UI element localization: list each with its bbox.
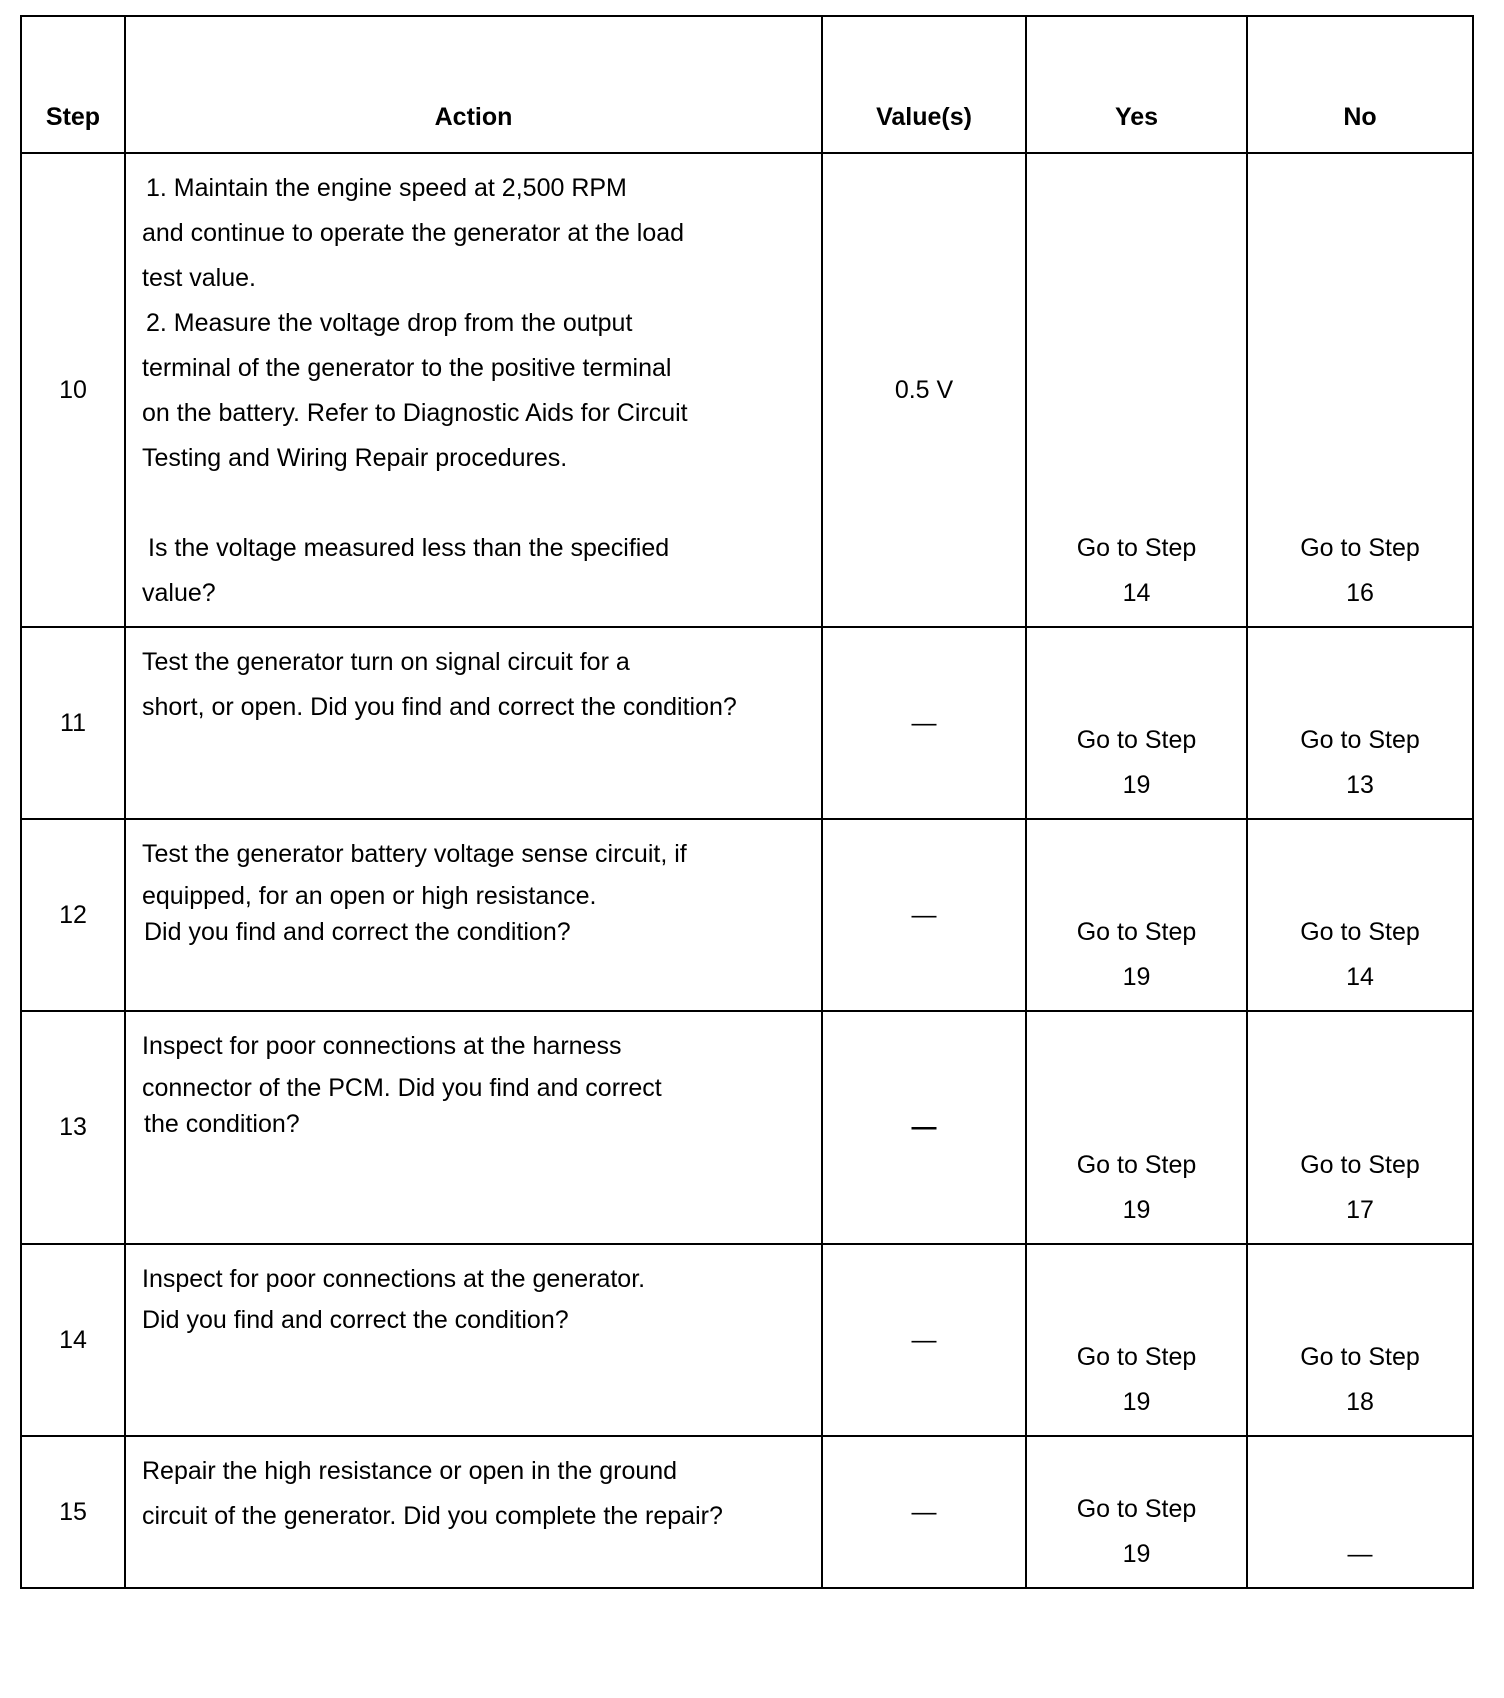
no-cell (1247, 627, 1473, 819)
action-cell (125, 627, 822, 819)
goto-label: Go to Step (1300, 1151, 1420, 1179)
action-line: short, or open. Did you find and correct the condition? (142, 693, 737, 721)
table-row (21, 1244, 1473, 1436)
table-row (21, 1436, 1473, 1588)
goto-step: 19 (1122, 963, 1151, 991)
step-number: 11 (21, 627, 125, 819)
header-no: No (1247, 16, 1473, 153)
action-line: Testing and Wiring Repair procedures. (142, 444, 568, 472)
action-line: 1. Maintain the engine speed at 2,500 RPM (146, 174, 627, 202)
goto-label: Go to Step (1300, 534, 1420, 562)
action-line: Test the generator battery voltage sense circuit, if (142, 840, 687, 868)
goto-label: Go to Step (1076, 534, 1197, 562)
action-line: terminal of the generator to the positive terminal (142, 354, 672, 382)
goto-step: 19 (1122, 1388, 1151, 1416)
goto-step: 16 (1346, 579, 1374, 607)
action-line: Repair the high resistance or open in the ground (142, 1457, 678, 1485)
value-cell (822, 1436, 1026, 1588)
goto-step: 18 (1346, 1388, 1374, 1416)
yes-cell (1026, 153, 1247, 627)
no-cell (1247, 1011, 1473, 1244)
header-step: Step (21, 16, 125, 153)
action-line: Inspect for poor connections at the harness (142, 1032, 622, 1060)
goto-label: Go to Step (1076, 1343, 1197, 1371)
action-line: on the battery. Refer to Diagnostic Aids for Circuit (142, 399, 688, 427)
value-cell (822, 627, 1026, 819)
action-line: and continue to operate the generator at the load (142, 219, 685, 247)
dash: — (911, 1325, 937, 1354)
table-row (21, 153, 1473, 627)
diagnostic-table (20, 15, 1474, 1589)
goto-label: Go to Step (1076, 1151, 1197, 1179)
yes-cell (1026, 1436, 1247, 1588)
yes-cell (1026, 627, 1247, 819)
dash: — (911, 1497, 937, 1526)
action-cell (125, 153, 822, 627)
header-values: Value(s) (822, 16, 1026, 153)
no-cell (1247, 1244, 1473, 1436)
table-row (21, 819, 1473, 1011)
action-line: Test the generator turn on signal circuit for a (142, 648, 630, 676)
dash: — (911, 708, 937, 737)
action-line: test value. (142, 264, 256, 292)
goto-label: Go to Step (1300, 726, 1420, 754)
no-cell (1247, 1436, 1473, 1588)
action-question: value? (142, 579, 216, 607)
action-cell (125, 1011, 822, 1244)
action-line: connector of the PCM. Did you find and correct (142, 1074, 662, 1102)
goto-dash: — (1347, 1540, 1373, 1568)
goto-step: 14 (1346, 963, 1374, 991)
value-cell (822, 819, 1026, 1011)
action-line: the condition? (144, 1110, 300, 1138)
action-cell (125, 819, 822, 1011)
action-line: circuit of the generator. Did you complete the repair? (142, 1502, 723, 1530)
goto-label: Go to Step (1076, 918, 1197, 946)
dash: — (911, 1113, 937, 1141)
step-number: 12 (21, 819, 125, 1011)
header-row (21, 16, 1473, 153)
step-number: 10 (21, 153, 125, 627)
goto-step: 13 (1346, 771, 1374, 799)
yes-cell (1026, 819, 1247, 1011)
action-line: Inspect for poor connections at the generator. (142, 1265, 646, 1293)
action-line: Did you find and correct the condition? (142, 1306, 569, 1334)
goto-step: 19 (1122, 771, 1151, 799)
header-yes: Yes (1026, 16, 1247, 153)
action-cell (125, 1244, 822, 1436)
action-line: equipped, for an open or high resistance. (142, 882, 597, 910)
action-question: Is the voltage measured less than the specified (148, 534, 670, 562)
goto-step: 17 (1346, 1196, 1374, 1224)
action-line: Did you find and correct the condition? (144, 918, 571, 946)
value-cell (822, 1244, 1026, 1436)
step-number: 14 (21, 1244, 125, 1436)
dash: — (911, 900, 937, 929)
no-cell (1247, 153, 1473, 627)
goto-label: Go to Step (1076, 726, 1197, 754)
goto-label: Go to Step (1076, 1495, 1197, 1523)
goto-step: 19 (1122, 1196, 1151, 1224)
value-cell (822, 1011, 1026, 1244)
action-line: 2. Measure the voltage drop from the output (146, 309, 633, 337)
yes-cell (1026, 1011, 1247, 1244)
goto-step: 14 (1122, 579, 1151, 607)
goto-label: Go to Step (1300, 1343, 1420, 1371)
no-cell (1247, 819, 1473, 1011)
step-number: 13 (21, 1011, 125, 1244)
yes-cell (1026, 1244, 1247, 1436)
header-action: Action (125, 16, 822, 153)
action-cell (125, 1436, 822, 1588)
table-row (21, 1011, 1473, 1244)
step-number: 15 (21, 1436, 125, 1588)
table-row (21, 627, 1473, 819)
value-cell: 0.5 V (822, 153, 1026, 627)
spacer (142, 481, 805, 526)
goto-label: Go to Step (1300, 918, 1420, 946)
goto-step: 19 (1122, 1540, 1151, 1568)
